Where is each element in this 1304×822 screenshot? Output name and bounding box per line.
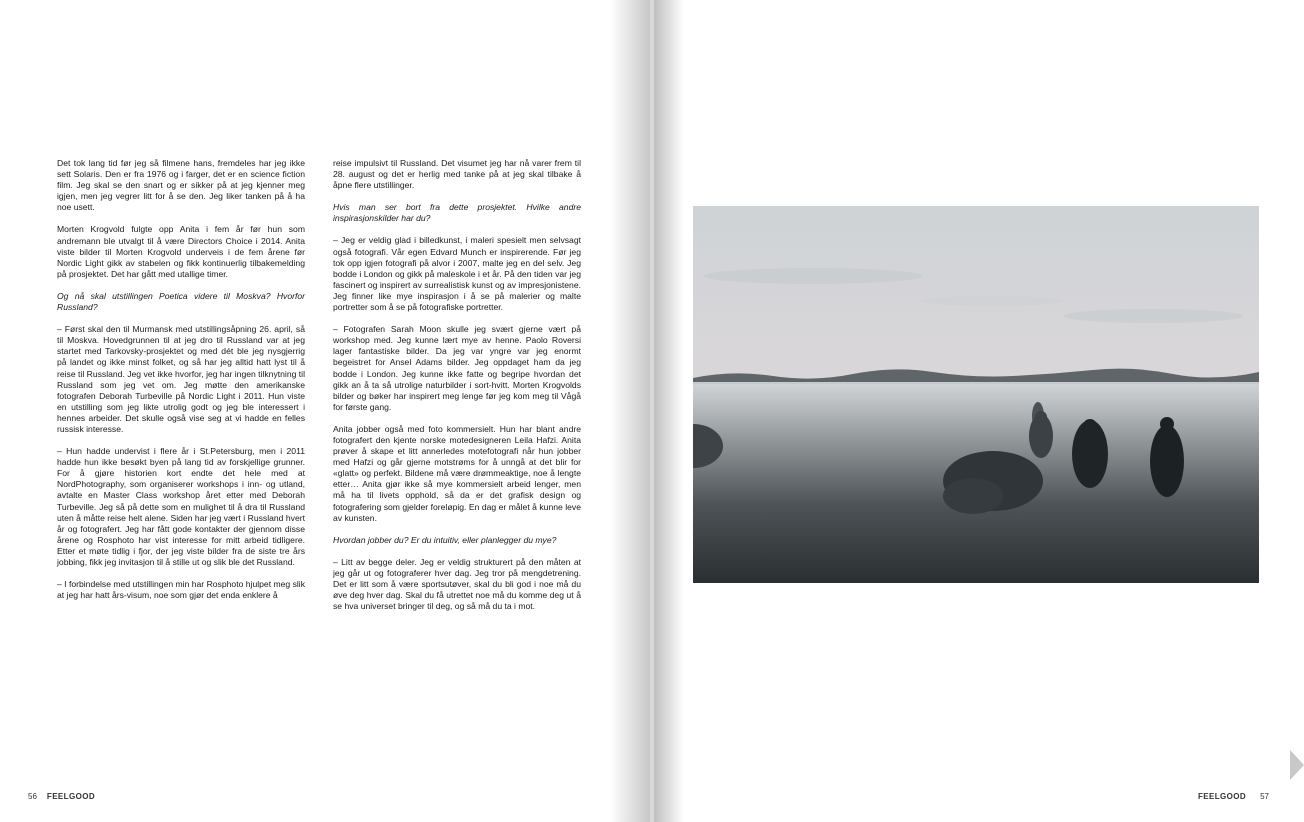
left-folio	[28, 792, 95, 801]
magazine-name: FEELGOOD	[1198, 792, 1247, 801]
photo-graphic	[693, 206, 1259, 583]
paragraph: – Litt av begge deler. Jeg er veldig strukturert på den måten at jeg går ut og fotograferer hver dag. Jeg tror på mengdetrening. Det er litt som å være sportsutøver, skal du bli god i noe må du øve deg hver dag. Skal du få utrettet noe må du komme deg ut å se hva universet bringer til deg, og så må du ta i mot.	[333, 556, 581, 612]
interview-question: Hvis man ser bort fra dette prosjektet. Hvilke andre inspirasjonskilder har du?	[333, 202, 581, 224]
paragraph: – Jeg er veldig glad i billedkunst, i maleri spesielt men selvsagt også fotografi. Vår egen Edvard Munch er inspirerende. Før jeg tok opp igjen fotografi på alvor i 2007, malte jeg en del selv. Jeg bodde i London og gikk på maleskole i et år. På den tiden var jeg fascinert og inspirert av surrealistisk kunst og av impresjonistene. Jeg finner like mye inspirasjon i å se på malerier og malte portretter som å se på fotografiske portretter.	[333, 235, 581, 313]
paragraph: Morten Krogvold fulgte opp Anita i fem år før hun som andremann ble utvalgt til å være Directors Choice i 2014. Anita viste bilder til Morten Krogvold underveis i de fem årene før Nordic Light gikk av stabelen og fikk kontinuerlig tilbakemelding på prosjektet. Det har gått med utallige timer.	[57, 224, 305, 279]
right-folio	[1198, 792, 1269, 801]
text-column-2	[333, 158, 581, 623]
left-page	[0, 0, 650, 822]
paragraph: – Først skal den til Murmansk med utstillingsåpning 26. april, så til Moskva. Hovedgrunnen til at jeg dro til Russland var at jeg startet med Tarkovsky-prosjektet og med dét ble jeg nysgjerrig på landet og ikke minst folket, og så har jeg alltid hatt lyst til å reise til Russland. Jeg vet ikke hvorfor, jeg har ingen tilknytning til Russland som jeg vet om. Jeg møtte den amerikanske fotografen Deborah Turbeville på Nordic Light i 2011. Hun viste en utstilling som jeg likte utrolig godt og jeg ble interessert i hennes arbeider. Det skulle også vise seg at vi hadde en felles russisk interesse.	[57, 324, 305, 434]
text-column-1	[57, 158, 305, 612]
paragraph: – Fotografen Sarah Moon skulle jeg svært gjerne vært på workshop med. Jeg kunne lært mye av henne. Paolo Roversi lager fantastiske bilder. Da jeg var yngre var jeg enormt begeistret for Ansel Adams bilder. Jeg oppdaget ham da jeg bodde i London. Jeg kunne ikke fatte og begripe hvordan det gikk an å ta så utrolige naturbilder i sort-hvitt. Morten Krogvolds bilder og bøker har inspirert meg lenge før jeg kom meg til Vågå for første gang.	[333, 324, 581, 412]
page-number: 57	[1260, 792, 1269, 801]
paragraph: Det tok lang tid før jeg så filmene hans, fremdeles har jeg ikke sett Solaris. Den er fra 1976 og i farger, det er en science fiction film. Jeg skal se den snart og er sikker på at jeg kjenner meg igjen, men jeg vegrer litt for å se den. Jeg liker tanken på å ha noe usett.	[57, 158, 305, 213]
paragraph: – Hun hadde undervist i flere år i St.Petersburg, men i 2011 hadde hun ikke besøkt byen på lang tid av forskjellige grunner. For å gjøre historien kort endte det hele med at NordPhotography, som organiserer workshops i inn- og utland, avtalte en Master Class workshop året etter med Deborah Turbeville. Jeg så på dette som en mulighet til å dra til Russland uten å måtte reise helt alene. Siden har jeg vært i Russland hvert år og fotografert. Jeg har fått gode kontakter der gjennom disse årene og Rosphoto har vist interesse for mitt arbeid tidligere. Etter et møte tidlig i fjor, der jeg viste bilder fra de siste tre års jobbing, fikk jeg invitasjon til å stille ut og slik ble det Russland.	[57, 446, 305, 567]
interview-question: Hvordan jobber du? Er du intuitiv, eller planlegger du mye?	[333, 534, 557, 545]
magazine-name: FEELGOOD	[46, 792, 95, 801]
next-page-arrow-icon[interactable]	[1290, 750, 1304, 780]
misty-field-photo	[693, 206, 1259, 583]
interview-question: Og nå skal utstillingen Poetica videre til Moskva? Hvorfor Russland?	[57, 290, 305, 313]
paragraph: Anita jobber også med foto kommersielt. Hun har blant andre fotografert den kjente norske motedesigneren Leila Hafzi. Anita prøver å skape et litt annerledes motefotografi når hun jobber med Hafzi og går gjerne motstrøms for å unngå at det blir for «glatt» og perfekt. Bildene må være drømmeaktige, noe å lengte etter… Anita gjør ikke så mye kommersielt arbeid lenger, men må ha til livets opphold, så da er det grafisk design og fotografering som gjelder foreløpig. En dag er målet å kunne leve av kunsten.	[333, 423, 581, 523]
gutter-shadow	[654, 0, 684, 822]
paragraph: reise impulsivt til Russland. Det visumet jeg har nå varer frem til 28. august og det er herlig med tanke på at jeg skal tilbake å åpne flere utstillinger.	[333, 158, 581, 191]
right-page	[654, 0, 1304, 822]
paragraph: – I forbindelse med utstillingen min har Rosphoto hjulpet meg slik at jeg har hatt års-visum, noe som gjør det enda enklere å	[57, 579, 305, 601]
gutter-shadow	[610, 0, 650, 822]
page-number: 56	[28, 792, 37, 801]
